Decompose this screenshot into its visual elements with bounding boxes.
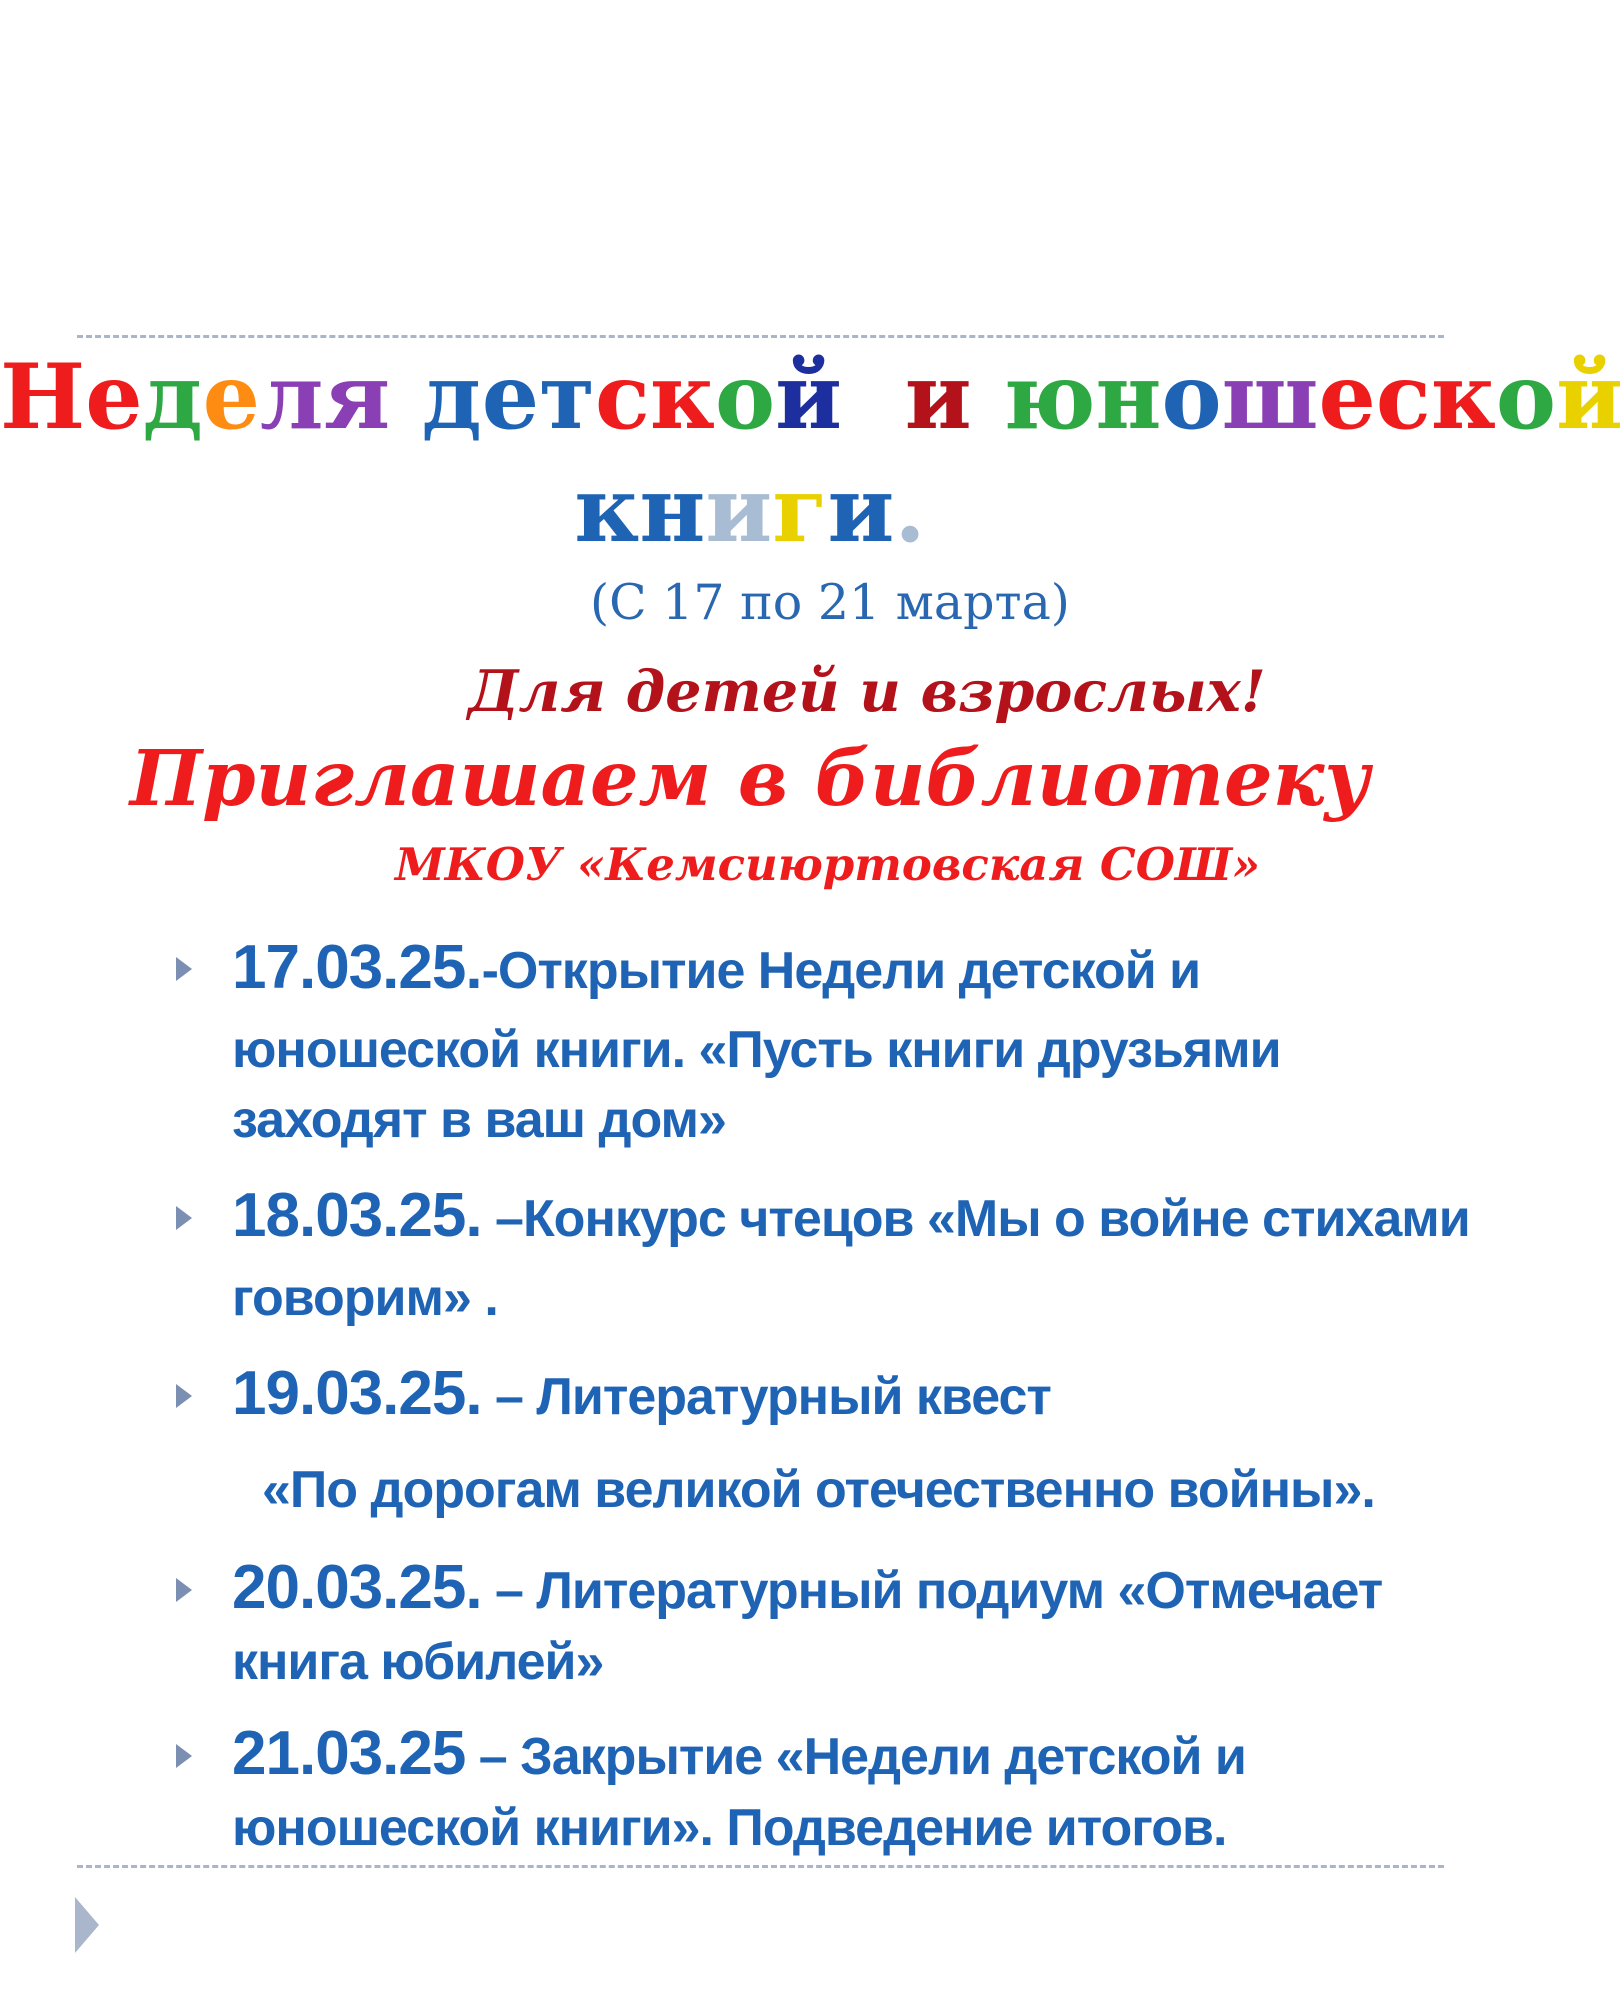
title-letter: д xyxy=(142,344,203,450)
title-letter: и xyxy=(904,344,972,450)
title-letter: н xyxy=(1095,344,1162,450)
event-line: книга юбилей» xyxy=(232,1633,604,1691)
triangle-bullet-icon xyxy=(176,957,192,981)
date-range: (С 17 по 21 марта) xyxy=(590,574,1070,631)
event-date: 20.03.25. xyxy=(232,1553,482,1622)
footer-triangle-icon xyxy=(75,1897,99,1953)
event-text: – Литературный подиум «Отмечает xyxy=(481,1562,1383,1620)
event-date: 18.03.25. xyxy=(232,1181,482,1250)
title-line-1 xyxy=(0,344,1623,450)
title-line-2 xyxy=(0,457,1500,563)
event-line: заходят в ваш дом» xyxy=(232,1091,726,1149)
triangle-bullet-icon xyxy=(176,1744,192,1768)
title-letter: и xyxy=(827,457,895,563)
title-letter: с xyxy=(594,344,650,450)
event-line xyxy=(232,932,1200,1003)
event-line xyxy=(232,1358,1051,1429)
triangle-bullet-icon xyxy=(176,1206,192,1230)
title-letter: л xyxy=(260,344,324,450)
title-letter xyxy=(842,344,905,450)
title-letter: Н xyxy=(0,344,86,450)
event-text: – Литературный квест xyxy=(481,1368,1051,1426)
event-line xyxy=(232,1718,1246,1789)
title-letter: о xyxy=(1161,344,1222,450)
title-letter: н xyxy=(639,457,706,563)
top-dashed-divider xyxy=(77,335,1444,338)
title-letter: . xyxy=(894,457,926,563)
event-text: –Конкурс чтецов «Мы о войне стихами xyxy=(481,1190,1470,1248)
title-letter: й xyxy=(1556,344,1623,450)
event-line: говорим» . xyxy=(232,1269,498,1327)
title-letter: ю xyxy=(1003,344,1096,450)
title-letter: е xyxy=(202,344,261,450)
title-letter: й xyxy=(775,344,842,450)
invite-heading: Приглашаем в библиотеку xyxy=(129,734,1371,824)
triangle-bullet-icon xyxy=(176,1578,192,1602)
event-date: 19.03.25. xyxy=(232,1359,482,1428)
title-letter: е xyxy=(1318,344,1376,450)
title-letter: и xyxy=(705,457,773,563)
audience-text: Для детей и взрослых! xyxy=(468,658,1266,725)
event-text: – Закрытие «Недели детской и xyxy=(465,1728,1246,1786)
title-letter: с xyxy=(1375,344,1431,450)
title-letter xyxy=(972,344,1003,450)
school-name: МКОУ «Кемсиюртовская СОШ» xyxy=(395,838,1261,891)
event-date: 21.03.25 xyxy=(232,1719,466,1788)
event-line: юношеской книги». Подведение итогов. xyxy=(232,1799,1227,1857)
title-letter: д xyxy=(421,344,482,450)
title-letter: е xyxy=(481,344,540,450)
event-text: -Открытие Недели детской и xyxy=(481,942,1201,1000)
bottom-dashed-divider xyxy=(77,1865,1444,1868)
title-letter xyxy=(390,344,421,450)
event-line xyxy=(232,1552,1382,1623)
title-letter: к xyxy=(574,457,640,563)
title-letter: к xyxy=(1430,344,1496,450)
title-letter: о xyxy=(714,344,776,450)
title-letter: е xyxy=(85,344,143,450)
triangle-bullet-icon xyxy=(176,1384,192,1408)
title-letter: т xyxy=(539,344,595,450)
title-letter: я xyxy=(323,344,391,450)
event-line xyxy=(232,1180,1470,1251)
event-line: «По дорогам великой отечественно войны». xyxy=(262,1461,1375,1519)
title-letter: г xyxy=(772,457,828,563)
title-letter: к xyxy=(649,344,715,450)
event-date: 17.03.25. xyxy=(232,933,482,1002)
title-letter: ш xyxy=(1221,344,1319,450)
event-line: юношеской книги. «Пусть книги друзьями xyxy=(232,1021,1281,1079)
title-letter: о xyxy=(1495,344,1557,450)
